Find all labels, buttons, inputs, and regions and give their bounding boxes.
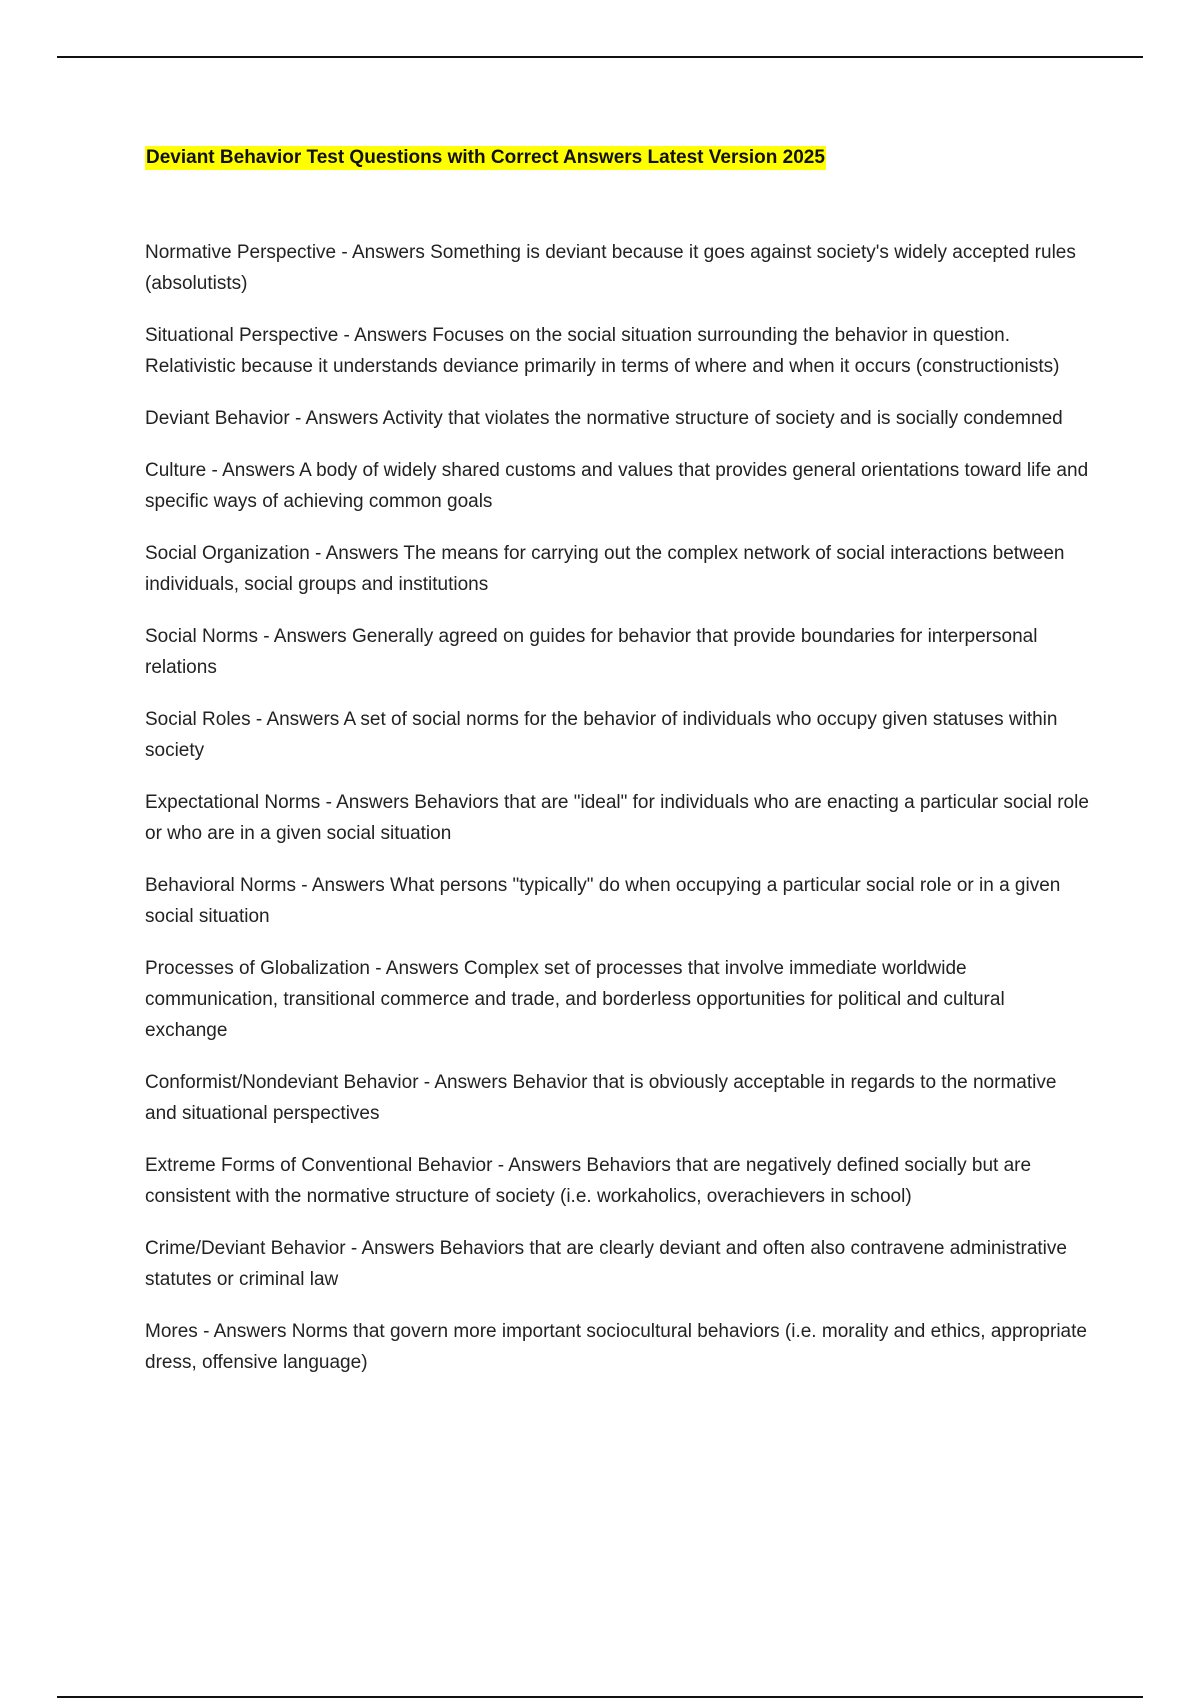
list-item: Social Organization - Answers The means for carrying out the complex network of social interactions between individuals, social groups and institutions: [145, 543, 1065, 595]
list-item: Expectational Norms - Answers Behaviors that are "ideal" for individuals who are enacting a particular social role or who are in a given social situation: [145, 792, 1089, 844]
list-item: Social Roles - Answers A set of social norms for the behavior of individuals who occupy given statuses within society: [145, 709, 1058, 761]
top-rule: [57, 56, 1143, 58]
list-item: Crime/Deviant Behavior - Answers Behaviors that are clearly deviant and often also contravene administrative statutes or criminal law: [145, 1238, 1067, 1290]
list-item: Conformist/Nondeviant Behavior - Answers Behavior that is obviously acceptable in regards to the normative and situational perspectives: [145, 1072, 1057, 1124]
list-item: Processes of Globalization - Answers Complex set of processes that involve immediate worldwide communication, transitional commerce and trade, and borderless opportunities for political and cultural exchange: [145, 958, 1005, 1041]
list-item: Culture - Answers A body of widely shared customs and values that provides general orientations toward life and specific ways of achieving common goals: [145, 460, 1089, 512]
list-item: Behavioral Norms - Answers What persons "typically" do when occupying a particular social role or in a given social situation: [145, 875, 1061, 927]
list-item: Social Norms - Answers Generally agreed on guides for behavior that provide boundaries for interpersonal relations: [145, 626, 1038, 678]
document-body: [145, 146, 1090, 1399]
list-item: Situational Perspective - Answers Focuses on the social situation surrounding the behavior in question. Relativistic because it understands deviance primarily in terms of where and when it occurs (constructionists): [145, 325, 1060, 377]
list-item: Normative Perspective - Answers Something is deviant because it goes against society's widely accepted rules (absolutists): [145, 242, 1076, 294]
list-item: Extreme Forms of Conventional Behavior - Answers Behaviors that are negatively defined socially but are consistent with the normative structure of society (i.e. workaholics, overachievers in school): [145, 1155, 1032, 1207]
list-item: Deviant Behavior - Answers Activity that violates the normative structure of society and is socially condemned: [145, 408, 1063, 429]
document-title: Deviant Behavior Test Questions with Correct Answers Latest Version 2025: [146, 147, 825, 168]
bottom-rule: [57, 1696, 1143, 1698]
entry-list: [145, 237, 1090, 1378]
list-item: Mores - Answers Norms that govern more important sociocultural behaviors (i.e. morality and ethics, appropriate dress, offensive language): [145, 1321, 1087, 1373]
